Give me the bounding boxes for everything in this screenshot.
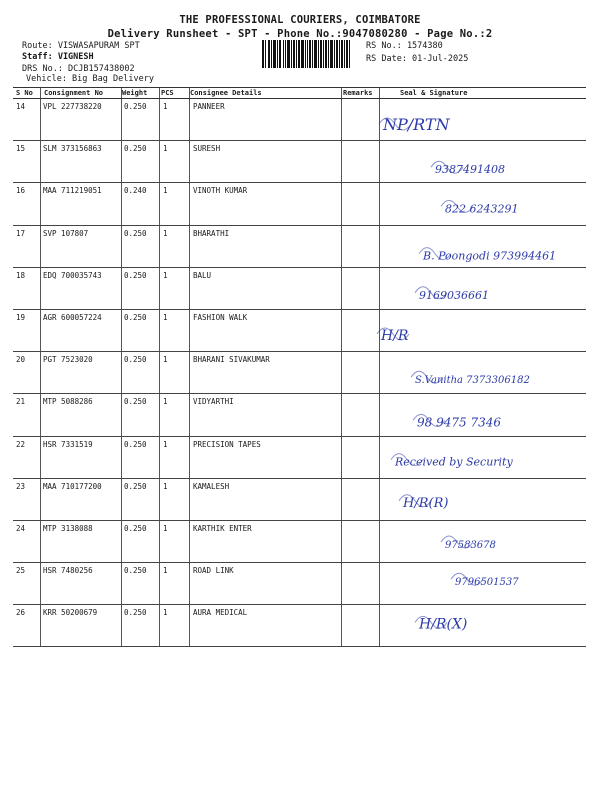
row-consignee: PRECISION TAPES [193, 439, 261, 449]
row-sno: 14 [16, 102, 26, 111]
row-weight: 0.250 [124, 608, 147, 618]
row-signature: 9796501537 [455, 577, 519, 589]
col-sno: S No [16, 89, 33, 97]
row-consignee: BALU [193, 270, 212, 280]
runsheet-subtitle: Delivery Runsheet - SPT - Phone No.:9047080280 - Page No.:2 [107, 28, 493, 40]
row-weight: 0.250 [124, 270, 147, 280]
table-header [13, 87, 586, 99]
row-consignee: VINOTH KUMAR [193, 186, 248, 196]
route-label: Route: VISWASAPURAM SPT [22, 41, 140, 51]
row-weight: 0.250 [124, 228, 147, 238]
row-pcs: 1 [163, 102, 168, 111]
row-weight: 0.240 [124, 186, 147, 196]
row-consignee: PANNEER [193, 102, 225, 111]
row-signature: H/R(X) [419, 616, 468, 633]
signature-area [375, 100, 595, 640]
row-pcs: 1 [163, 608, 168, 618]
col-consignment: Consignment No [44, 89, 104, 97]
row-pcs: 1 [163, 523, 168, 533]
row-consignment-no: VPL 227738220 [43, 102, 102, 111]
row-pcs: 1 [163, 566, 168, 576]
row-sno: 21 [16, 397, 26, 407]
row-consignment-no: AGR 600057224 [43, 312, 102, 322]
row-signature: H/R [381, 328, 409, 344]
row-consignment-no: PGT 7523020 [43, 355, 93, 365]
row-consignment-no: MAA 710177200 [43, 481, 102, 491]
row-consignee: KARTHIK ENTER [193, 523, 252, 533]
row-signature: 98 9475 7346 [417, 415, 501, 430]
row-consignee: SURESH [193, 144, 221, 154]
row-weight: 0.250 [124, 102, 147, 111]
row-consignee: ROAD LINK [193, 566, 234, 576]
vehicle-label: Vehicle: Big Bag Delivery [26, 74, 154, 84]
row-signature: 822 6243291 [445, 202, 519, 216]
row-sno: 24 [16, 523, 26, 533]
row-weight: 0.250 [124, 481, 147, 491]
row-consignment-no: MTP 3138088 [43, 523, 93, 533]
row-consignment-no: MAA 711219051 [43, 186, 102, 196]
row-weight: 0.250 [124, 312, 147, 322]
row-consignee: KAMALESH [193, 481, 230, 491]
row-consignment-no: HSR 7480256 [43, 566, 93, 576]
row-weight: 0.250 [124, 566, 147, 576]
row-consignee: BHARATHI [193, 228, 230, 238]
row-sno: 15 [16, 144, 26, 154]
row-signature: 97583678 [445, 540, 496, 551]
row-pcs: 1 [163, 228, 168, 238]
col-remarks: Remarks [343, 89, 373, 97]
row-consignment-no: HSR 7331519 [43, 439, 93, 449]
row-consignment-no: EDQ 700035743 [43, 270, 102, 280]
row-consignment-no: MTP 5088286 [43, 397, 93, 407]
row-sno: 16 [16, 186, 26, 196]
rs-number: RS No.: 1574380 [366, 41, 443, 51]
drs-number: DRS No.: DCJB157438002 [22, 64, 135, 74]
company-title: THE PROFESSIONAL COURIERS, COIMBATORE [179, 14, 421, 26]
row-consignee: BHARANI SIVAKUMAR [193, 355, 270, 365]
row-pcs: 1 [163, 355, 168, 365]
row-weight: 0.250 [124, 355, 147, 365]
row-pcs: 1 [163, 270, 168, 280]
row-weight: 0.250 [124, 397, 147, 407]
row-pcs: 1 [163, 186, 168, 196]
row-signature: NP/RTN [383, 115, 450, 134]
row-pcs: 1 [163, 144, 168, 154]
row-signature: 9387491408 [435, 163, 505, 177]
row-weight: 0.250 [124, 144, 147, 154]
row-sno: 22 [16, 439, 26, 449]
col-consignee: Consignee Details [190, 89, 262, 97]
row-sno: 17 [16, 228, 26, 238]
row-sno: 20 [16, 355, 26, 365]
row-signature: B. Poongodi 973994461 [423, 249, 557, 263]
rs-date: RS Date: 01-Jul-2025 [366, 54, 469, 64]
barcode-image [262, 40, 350, 68]
row-consignee: FASHION WALK [193, 312, 248, 322]
row-sno: 26 [16, 608, 26, 618]
row-sno: 18 [16, 270, 26, 280]
row-consignee: AURA MEDICAL [193, 608, 248, 618]
row-consignment-no: SLM 373156863 [43, 144, 102, 154]
row-signature: 9169036661 [419, 288, 489, 302]
row-weight: 0.250 [124, 523, 147, 533]
row-pcs: 1 [163, 397, 168, 407]
row-signature: H/R(R) [403, 495, 449, 511]
row-signature: Received by Security [395, 455, 513, 469]
col-weight: Weight [122, 89, 148, 97]
row-pcs: 1 [163, 439, 168, 449]
row-sno: 23 [16, 481, 26, 491]
row-sno: 19 [16, 312, 26, 322]
row-pcs: 1 [163, 481, 168, 491]
row-consignment-no: KRR 50200679 [43, 608, 98, 618]
row-weight: 0.250 [124, 439, 147, 449]
staff-label: Staff: VIGNESH [22, 52, 94, 62]
row-signature: S.Vanitha 7373306182 [415, 375, 530, 387]
row-consignee: VIDYARTHI [193, 397, 234, 407]
row-pcs: 1 [163, 312, 168, 322]
row-sno: 25 [16, 566, 26, 576]
col-seal: Seal & Signature [400, 89, 468, 97]
col-pcs: PCS [161, 89, 174, 97]
row-consignment-no: SVP 107807 [43, 228, 89, 238]
